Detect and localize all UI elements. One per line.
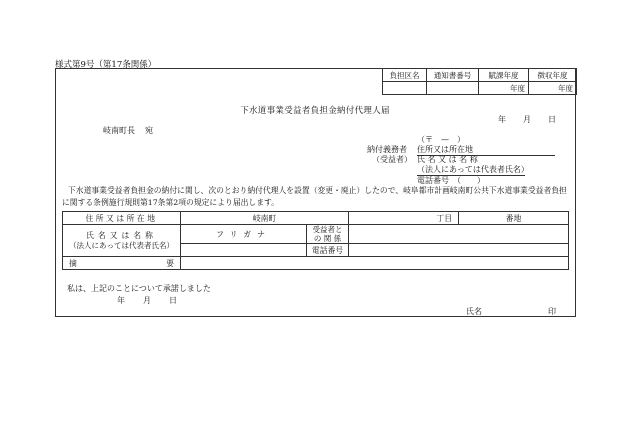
notice-number-value[interactable] (427, 82, 479, 95)
applicant-name-field[interactable]: 氏 名 又 は 名 称 (417, 155, 478, 164)
addressee-suffix: 宛 (145, 126, 153, 135)
consent-month: 月 (143, 296, 151, 305)
relation-label (307, 225, 349, 244)
payer-role: 納付義務者 (367, 145, 407, 154)
header-levy-year: 賦課年度 (479, 69, 529, 82)
agent-address-chome[interactable]: 丁目 (349, 212, 459, 225)
consent-signature[interactable] (466, 306, 556, 317)
agent-address-town[interactable]: 岐南町 (181, 212, 349, 225)
relation-label-2: の 関 係 (313, 234, 342, 243)
header-table (382, 68, 577, 95)
agent-furigana-field[interactable]: フリガナ (181, 225, 307, 244)
consent-day: 日 (169, 296, 177, 305)
applicant-name-note: （法人にあっては代表者氏名） (417, 165, 529, 174)
body-text: 下水道事業受益者負担金の納付に関し、次のとおり納付代理人を設置（変更・廃止）したので、岐阜都市計画岐南町公共下水道事業受益者負担に関する条例施行規則第17条第2項の規定により届出します。 (62, 186, 567, 207)
agent-address-banchi[interactable]: 番地 (459, 212, 569, 225)
collection-year-value[interactable]: 年度 (529, 82, 577, 95)
postal-code[interactable]: （〒 — ） (417, 135, 465, 144)
date-day: 日 (548, 115, 556, 124)
form-title: 下水道事業受益者負担金納付代理人届 (240, 106, 390, 116)
seal-mark: 印 (548, 307, 556, 316)
header-notice-number: 通知書番号 (427, 69, 479, 82)
district-value[interactable] (383, 82, 427, 95)
summary-value[interactable] (181, 257, 569, 270)
relation-value[interactable] (349, 225, 569, 244)
relation-label-1: 受益者と (312, 225, 343, 234)
applicant-phone-field[interactable]: 電話番号 （ ） (417, 176, 485, 185)
agent-phone-value[interactable] (349, 244, 569, 257)
agent-name-note: （法人にあっては代表者氏名） (69, 241, 174, 250)
header-collection-year: 徴収年度 (529, 69, 577, 82)
consent-text: 私は、上記のことについて承諾しました (67, 284, 211, 293)
agent-name-label: 氏名又は名称 (86, 231, 157, 240)
consent-date[interactable] (117, 295, 177, 306)
applicant-address-field[interactable]: 住所又は所在地 (417, 144, 555, 156)
agent-name-label-cell (63, 225, 181, 257)
summary-label-cell (63, 257, 181, 270)
agent-table (62, 211, 569, 270)
header-district: 負担区名 (383, 69, 427, 82)
form-number: 様式第9号（第17条関係） (55, 60, 157, 70)
payer-role-sub: （受益者） (372, 155, 412, 164)
addressee (103, 125, 153, 136)
agent-address-label: 住所又は所在地 (63, 212, 181, 225)
date-year: 年 (498, 115, 506, 124)
submission-date[interactable] (498, 114, 556, 125)
summary-label: 摘 要 (69, 258, 174, 268)
date-month: 月 (523, 115, 531, 124)
addressee-town: 岐南町長 (103, 126, 135, 135)
agent-name-field[interactable] (181, 244, 307, 257)
consent-name-label: 氏名 (466, 307, 482, 316)
levy-year-value[interactable]: 年度 (479, 82, 529, 95)
agent-phone-label: 電話番号 (307, 244, 349, 257)
consent-year: 年 (117, 296, 125, 305)
